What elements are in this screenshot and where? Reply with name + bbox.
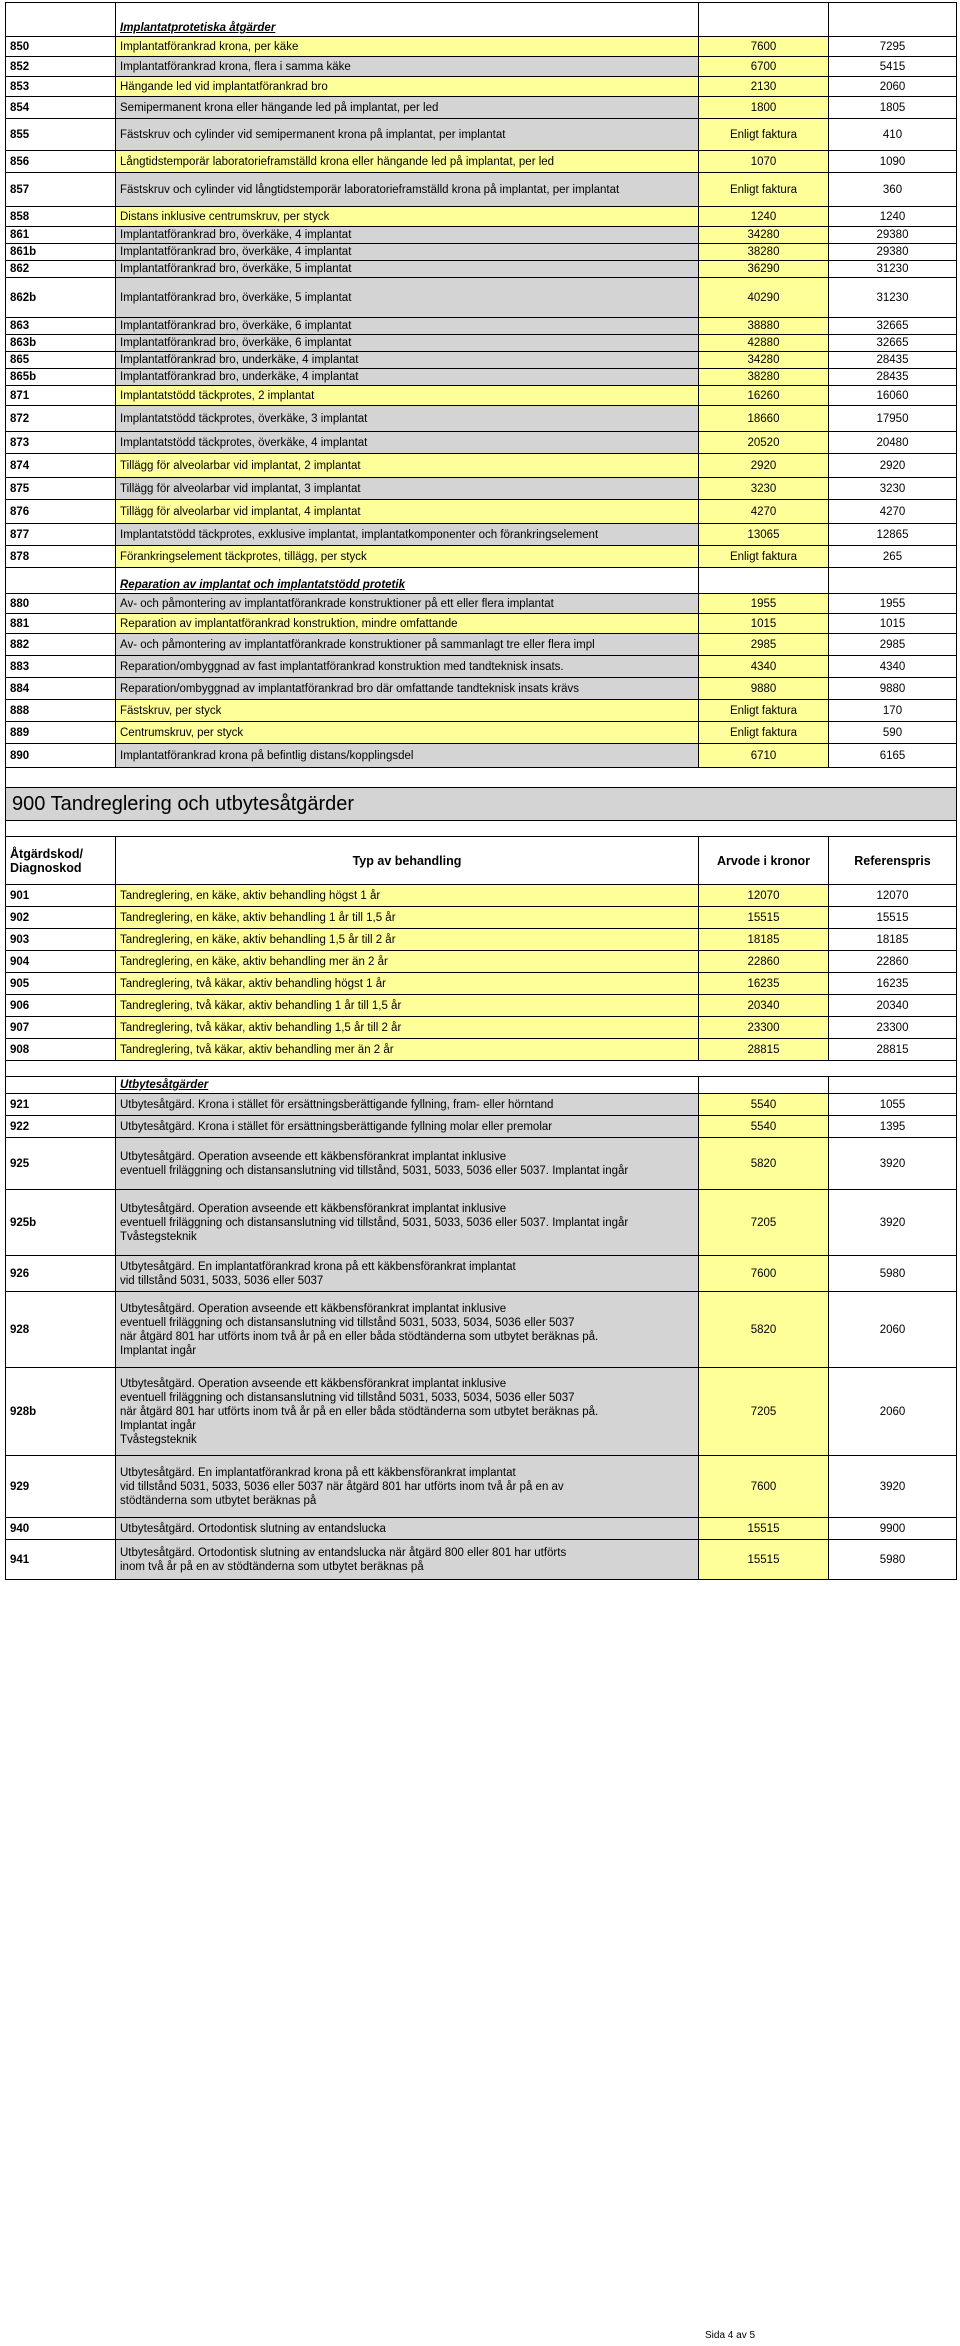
row-description: Distans inklusive centrumskruv, per styck	[116, 207, 699, 227]
row-reference-price: 6165	[829, 744, 957, 768]
row-fee: 4270	[699, 500, 829, 524]
table-row	[6, 1368, 957, 1456]
row-reference-price: 32665	[829, 318, 957, 335]
row-code: 858	[6, 207, 116, 227]
row-code: 862b	[6, 278, 116, 318]
table-row	[6, 352, 957, 369]
row-reference-price: 2920	[829, 454, 957, 478]
row-fee: 16260	[699, 386, 829, 406]
row-code: 907	[6, 1017, 116, 1039]
row-fee: Enligt faktura	[699, 546, 829, 568]
row-description: Fästskruv och cylinder vid långtidstemporär laboratorieframställd krona på implantat, per implantat	[116, 173, 699, 207]
table-row	[6, 454, 957, 478]
row-fee: 1800	[699, 97, 829, 119]
row-reference-price: 590	[829, 722, 957, 744]
row-reference-price: 12865	[829, 524, 957, 546]
row-reference-price: 3920	[829, 1456, 957, 1518]
table-row	[6, 614, 957, 634]
row-fee: 3230	[699, 478, 829, 500]
row-code: 922	[6, 1116, 116, 1138]
row-code: 853	[6, 77, 116, 97]
row-description: Tillägg för alveolarbar vid implantat, 2 implantat	[116, 454, 699, 478]
row-fee: 6700	[699, 57, 829, 77]
row-code: 863b	[6, 335, 116, 352]
row-code: 926	[6, 1256, 116, 1292]
row-description: Implantatförankrad krona, flera i samma käke	[116, 57, 699, 77]
row-reference-price: 3920	[829, 1138, 957, 1190]
row-description: Implantatförankrad bro, överkäke, 6 implantat	[116, 335, 699, 352]
table-row	[6, 634, 957, 656]
table-row	[6, 369, 957, 386]
row-reference-price: 20340	[829, 995, 957, 1017]
row-reference-price: 2060	[829, 77, 957, 97]
row-code: 889	[6, 722, 116, 744]
row-code: 854	[6, 97, 116, 119]
fee-table	[5, 2, 957, 1580]
row-code: 941	[6, 1540, 116, 1580]
header-code: Åtgärdskod/ Diagnoskod	[6, 837, 116, 885]
row-code: 890	[6, 744, 116, 768]
row-reference-price: 170	[829, 700, 957, 722]
row-code: 925b	[6, 1190, 116, 1256]
row-description: Implantatförankrad bro, överkäke, 4 implantat	[116, 227, 699, 244]
table-row	[6, 722, 957, 744]
row-description: Implantatförankrad bro, underkäke, 4 implantat	[116, 369, 699, 386]
row-reference-price: 12070	[829, 885, 957, 907]
row-reference-price: 265	[829, 546, 957, 568]
row-reference-price: 18185	[829, 929, 957, 951]
row-code: 884	[6, 678, 116, 700]
row-fee: 1240	[699, 207, 829, 227]
row-fee: 23300	[699, 1017, 829, 1039]
table-row	[6, 700, 957, 722]
table-row	[6, 524, 957, 546]
row-reference-price: 7295	[829, 37, 957, 57]
row-code: 852	[6, 57, 116, 77]
row-reference-price: 5415	[829, 57, 957, 77]
row-description: Tandreglering, en käke, aktiv behandling mer än 2 år	[116, 951, 699, 973]
fee-schedule-document	[5, 2, 956, 1580]
table-row	[6, 1256, 957, 1292]
row-reference-price: 2060	[829, 1292, 957, 1368]
row-fee: Enligt faktura	[699, 722, 829, 744]
header-treatment-type: Typ av behandling	[116, 837, 699, 885]
row-description: Utbytesåtgärd. Krona i stället för ersättningsberättigande fyllning, fram- eller hörntand	[116, 1094, 699, 1116]
row-reference-price: 3920	[829, 1190, 957, 1256]
row-description: Förankringselement täckprotes, tillägg, per styck	[116, 546, 699, 568]
table-row	[6, 744, 957, 768]
row-reference-price: 29380	[829, 244, 957, 261]
row-fee: 6710	[699, 744, 829, 768]
row-code: 888	[6, 700, 116, 722]
row-code: 875	[6, 478, 116, 500]
header-reference-price: Referenspris	[829, 837, 957, 885]
row-code: 881	[6, 614, 116, 634]
row-reference-price: 20480	[829, 432, 957, 454]
row-description: Implantatstödd täckprotes, 2 implantat	[116, 386, 699, 406]
row-description: Hängande led vid implantatförankrad bro	[116, 77, 699, 97]
row-fee: 18660	[699, 406, 829, 432]
row-reference-price: 9880	[829, 678, 957, 700]
row-description: Utbytesåtgärd. Ortodontisk slutning av entandslucka när åtgärd 800 eller 801 har utförts inom två år på en av stödtänderna som utbytet beräknas på	[116, 1540, 699, 1580]
row-reference-price: 31230	[829, 278, 957, 318]
row-description: Fästskruv och cylinder vid semipermanent krona på implantat, per implantat	[116, 119, 699, 151]
row-code: 883	[6, 656, 116, 678]
row-fee: 1955	[699, 594, 829, 614]
row-fee: 20340	[699, 995, 829, 1017]
row-description: Tandreglering, en käke, aktiv behandling 1 år till 1,5 år	[116, 907, 699, 929]
row-reference-price: 16060	[829, 386, 957, 406]
row-description: Tillägg för alveolarbar vid implantat, 4 implantat	[116, 500, 699, 524]
row-fee: Enligt faktura	[699, 119, 829, 151]
row-code: 902	[6, 907, 116, 929]
row-description: Fästskruv, per styck	[116, 700, 699, 722]
repair-section-title-row	[6, 568, 957, 594]
row-fee: 7600	[699, 37, 829, 57]
table-row	[6, 335, 957, 352]
table-row	[6, 1456, 957, 1518]
row-reference-price: 1015	[829, 614, 957, 634]
row-description: Tillägg för alveolarbar vid implantat, 3 implantat	[116, 478, 699, 500]
row-reference-price: 5980	[829, 1256, 957, 1292]
row-description: Utbytesåtgärd. Operation avseende ett käkbensförankrat implantat inklusive eventuell friläggning och distansanslutning vid tillstånd, 5031, 5033, 5036 eller 5037. Implantat ingår	[116, 1138, 699, 1190]
spacer-row	[6, 821, 957, 837]
row-code: 876	[6, 500, 116, 524]
row-fee: 40290	[699, 278, 829, 318]
table-row	[6, 973, 957, 995]
row-reference-price: 1090	[829, 151, 957, 173]
row-fee: 5540	[699, 1116, 829, 1138]
table-row	[6, 678, 957, 700]
row-fee: 15515	[699, 907, 829, 929]
row-description: Utbytesåtgärd. Krona i stället för ersättningsberättigande fyllning molar eller premolar	[116, 1116, 699, 1138]
row-fee: 4340	[699, 656, 829, 678]
header-fee: Arvode i kronor	[699, 837, 829, 885]
spacer-row	[6, 1061, 957, 1077]
table-row	[6, 1540, 957, 1580]
row-fee: 38880	[699, 318, 829, 335]
table-row	[6, 406, 957, 432]
row-reference-price: 17950	[829, 406, 957, 432]
row-fee: 22860	[699, 951, 829, 973]
implant-section-title: Implantatprotetiska åtgärder	[116, 3, 699, 37]
row-fee: Enligt faktura	[699, 700, 829, 722]
table-row	[6, 386, 957, 406]
table-row	[6, 173, 957, 207]
row-reference-price: 16235	[829, 973, 957, 995]
row-code: 880	[6, 594, 116, 614]
table-row	[6, 1292, 957, 1368]
row-reference-price: 1955	[829, 594, 957, 614]
row-description: Utbytesåtgärd. Ortodontisk slutning av entandslucka	[116, 1518, 699, 1540]
row-code: 865	[6, 352, 116, 369]
row-code: 865b	[6, 369, 116, 386]
row-code: 903	[6, 929, 116, 951]
row-fee: 7205	[699, 1190, 829, 1256]
row-description: Tandreglering, två käkar, aktiv behandling mer än 2 år	[116, 1039, 699, 1061]
row-code: 871	[6, 386, 116, 406]
row-description: Utbytesåtgärd. En implantatförankrad krona på ett käkbensförankrat implantat vid tillstånd 5031, 5033, 5036 eller 5037	[116, 1256, 699, 1292]
row-description: Implantatförankrad krona på befintlig distans/kopplingsdel	[116, 744, 699, 768]
row-reference-price: 2060	[829, 1368, 957, 1456]
row-fee: 12070	[699, 885, 829, 907]
exchange-section-title-row	[6, 1077, 957, 1094]
table-row	[6, 951, 957, 973]
table-row	[6, 318, 957, 335]
row-reference-price: 3230	[829, 478, 957, 500]
row-description: Implantatstödd täckprotes, överkäke, 3 implantat	[116, 406, 699, 432]
table-row	[6, 1017, 957, 1039]
column-header-row	[6, 837, 957, 885]
row-description: Tandreglering, en käke, aktiv behandling högst 1 år	[116, 885, 699, 907]
row-reference-price: 9900	[829, 1518, 957, 1540]
row-description: Centrumskruv, per styck	[116, 722, 699, 744]
row-description: Reparation av implantatförankrad konstruktion, mindre omfattande	[116, 614, 699, 634]
row-reference-price: 22860	[829, 951, 957, 973]
table-row	[6, 37, 957, 57]
table-row	[6, 546, 957, 568]
row-reference-price: 28435	[829, 352, 957, 369]
table-row	[6, 207, 957, 227]
row-reference-price: 15515	[829, 907, 957, 929]
ortho-section-title: 900 Tandreglering och utbytesåtgärder	[6, 788, 957, 821]
row-fee: 7600	[699, 1256, 829, 1292]
table-row	[6, 907, 957, 929]
table-row	[6, 97, 957, 119]
row-reference-price: 4340	[829, 656, 957, 678]
repair-section-title: Reparation av implantat och implantatstödd protetik	[116, 568, 699, 594]
row-description: Reparation/ombyggnad av fast implantatförankrad konstruktion med tandteknisk insats.	[116, 656, 699, 678]
row-description: Utbytesåtgärd. Operation avseende ett käkbensförankrat implantat inklusive eventuell friläggning och distansanslutning vid tillstånd 5031, 5033, 5034, 5036 eller 5037 när åtgärd 801 har utförts inom två år på en eller båda stödtänderna som utbytet beräknas på. Implantat ingår	[116, 1292, 699, 1368]
row-reference-price: 28435	[829, 369, 957, 386]
row-code: 921	[6, 1094, 116, 1116]
row-fee: 36290	[699, 261, 829, 278]
row-description: Implantatförankrad bro, överkäke, 5 implantat	[116, 278, 699, 318]
row-description: Semipermanent krona eller hängande led på implantat, per led	[116, 97, 699, 119]
row-code: 901	[6, 885, 116, 907]
table-row	[6, 656, 957, 678]
row-code: 862	[6, 261, 116, 278]
row-code: 856	[6, 151, 116, 173]
row-code: 904	[6, 951, 116, 973]
row-code: 877	[6, 524, 116, 546]
row-fee: 16235	[699, 973, 829, 995]
row-fee: 20520	[699, 432, 829, 454]
row-code: 850	[6, 37, 116, 57]
row-fee: 2985	[699, 634, 829, 656]
row-reference-price: 29380	[829, 227, 957, 244]
table-row	[6, 1138, 957, 1190]
row-code: 855	[6, 119, 116, 151]
row-fee: 7600	[699, 1456, 829, 1518]
row-fee: 7205	[699, 1368, 829, 1456]
row-reference-price: 2985	[829, 634, 957, 656]
row-description: Utbytesåtgärd. Operation avseende ett käkbensförankrat implantat inklusive eventuell friläggning och distansanslutning vid tillstånd 5031, 5033, 5034, 5036 eller 5037 när åtgärd 801 har utförts inom två år på en eller båda stödtänderna som utbytet beräknas på. Implantat ingår Tvåstegsteknik	[116, 1368, 699, 1456]
row-reference-price: 360	[829, 173, 957, 207]
spacer-row	[6, 768, 957, 788]
row-reference-price: 5980	[829, 1540, 957, 1580]
row-description: Tandreglering, två käkar, aktiv behandling högst 1 år	[116, 973, 699, 995]
fee-table-body	[6, 3, 957, 1580]
row-reference-price: 23300	[829, 1017, 957, 1039]
row-fee: 9880	[699, 678, 829, 700]
row-fee: 13065	[699, 524, 829, 546]
table-row	[6, 995, 957, 1017]
row-reference-price: 1805	[829, 97, 957, 119]
row-code: 878	[6, 546, 116, 568]
row-fee: 15515	[699, 1518, 829, 1540]
row-description: Reparation/ombyggnad av implantatförankrad bro där omfattande tandteknisk insats krävs	[116, 678, 699, 700]
row-description: Implantatstödd täckprotes, exklusive implantat, implantatkomponenter och förankringselement	[116, 524, 699, 546]
table-row	[6, 77, 957, 97]
table-row	[6, 1190, 957, 1256]
row-reference-price: 28815	[829, 1039, 957, 1061]
row-reference-price: 410	[829, 119, 957, 151]
exchange-section-title: Utbytesåtgärder	[116, 1077, 699, 1094]
row-code: 906	[6, 995, 116, 1017]
row-fee: 5820	[699, 1292, 829, 1368]
row-fee: 42880	[699, 335, 829, 352]
table-row	[6, 1116, 957, 1138]
table-row	[6, 594, 957, 614]
table-row	[6, 885, 957, 907]
row-fee: 15515	[699, 1540, 829, 1580]
table-row	[6, 500, 957, 524]
table-row	[6, 278, 957, 318]
row-reference-price: 1055	[829, 1094, 957, 1116]
row-fee: 2920	[699, 454, 829, 478]
row-code: 861b	[6, 244, 116, 261]
row-fee: 34280	[699, 352, 829, 369]
table-row	[6, 1518, 957, 1540]
row-description: Tandreglering, två käkar, aktiv behandling 1,5 år till 2 år	[116, 1017, 699, 1039]
table-row	[6, 244, 957, 261]
page-footer: Sida 4 av 5	[705, 2330, 756, 2341]
table-row	[6, 1094, 957, 1116]
ortho-section-heading-row	[6, 788, 957, 821]
table-row	[6, 119, 957, 151]
row-fee: 38280	[699, 244, 829, 261]
row-code: 925	[6, 1138, 116, 1190]
row-fee: 34280	[699, 227, 829, 244]
row-description: Utbytesåtgärd. Operation avseende ett käkbensförankrat implantat inklusive eventuell friläggning och distansanslutning vid tillstånd, 5031, 5033, 5036 eller 5037. Implantat ingår Tvåstegsteknik	[116, 1190, 699, 1256]
table-row	[6, 261, 957, 278]
table-row	[6, 151, 957, 173]
row-code: 863	[6, 318, 116, 335]
row-code: 861	[6, 227, 116, 244]
row-description: Implantatförankrad bro, överkäke, 5 implantat	[116, 261, 699, 278]
table-row	[6, 929, 957, 951]
row-description: Implantatförankrad bro, underkäke, 4 implantat	[116, 352, 699, 369]
row-fee: 18185	[699, 929, 829, 951]
row-reference-price: 1395	[829, 1116, 957, 1138]
row-fee: 1015	[699, 614, 829, 634]
row-code: 940	[6, 1518, 116, 1540]
row-description: Implantatförankrad bro, överkäke, 4 implantat	[116, 244, 699, 261]
row-code: 874	[6, 454, 116, 478]
row-code: 905	[6, 973, 116, 995]
row-fee: 2130	[699, 77, 829, 97]
row-fee: 5540	[699, 1094, 829, 1116]
table-row	[6, 1039, 957, 1061]
row-reference-price: 1240	[829, 207, 957, 227]
row-description: Av- och påmontering av implantatförankrade konstruktioner på ett eller flera implantat	[116, 594, 699, 614]
row-reference-price: 31230	[829, 261, 957, 278]
row-code: 928	[6, 1292, 116, 1368]
row-description: Implantatstödd täckprotes, överkäke, 4 implantat	[116, 432, 699, 454]
table-row	[6, 57, 957, 77]
implant-section-heading-row	[6, 3, 957, 37]
row-description: Långtidstemporär laboratorieframställd krona eller hängande led på implantat, per led	[116, 151, 699, 173]
row-description: Implantatförankrad bro, överkäke, 6 implantat	[116, 318, 699, 335]
table-row	[6, 227, 957, 244]
row-code: 873	[6, 432, 116, 454]
row-code: 882	[6, 634, 116, 656]
row-fee: 38280	[699, 369, 829, 386]
table-row	[6, 432, 957, 454]
row-description: Tandreglering, en käke, aktiv behandling 1,5 år till 2 år	[116, 929, 699, 951]
row-code: 928b	[6, 1368, 116, 1456]
row-fee: Enligt faktura	[699, 173, 829, 207]
row-fee: 5820	[699, 1138, 829, 1190]
row-reference-price: 32665	[829, 335, 957, 352]
row-code: 929	[6, 1456, 116, 1518]
row-description: Utbytesåtgärd. En implantatförankrad krona på ett käkbensförankrat implantat vid tillstånd 5031, 5033, 5036 eller 5037 när åtgärd 801 har utförts inom två år på en av stödtänderna som utbytet beräknas på	[116, 1456, 699, 1518]
row-code: 857	[6, 173, 116, 207]
row-code: 872	[6, 406, 116, 432]
row-reference-price: 4270	[829, 500, 957, 524]
row-description: Tandreglering, två käkar, aktiv behandling 1 år till 1,5 år	[116, 995, 699, 1017]
row-description: Implantatförankrad krona, per käke	[116, 37, 699, 57]
table-row	[6, 478, 957, 500]
row-fee: 1070	[699, 151, 829, 173]
row-code: 908	[6, 1039, 116, 1061]
row-description: Av- och påmontering av implantatförankrade konstruktioner på sammanlagt tre eller flera impl	[116, 634, 699, 656]
row-fee: 28815	[699, 1039, 829, 1061]
